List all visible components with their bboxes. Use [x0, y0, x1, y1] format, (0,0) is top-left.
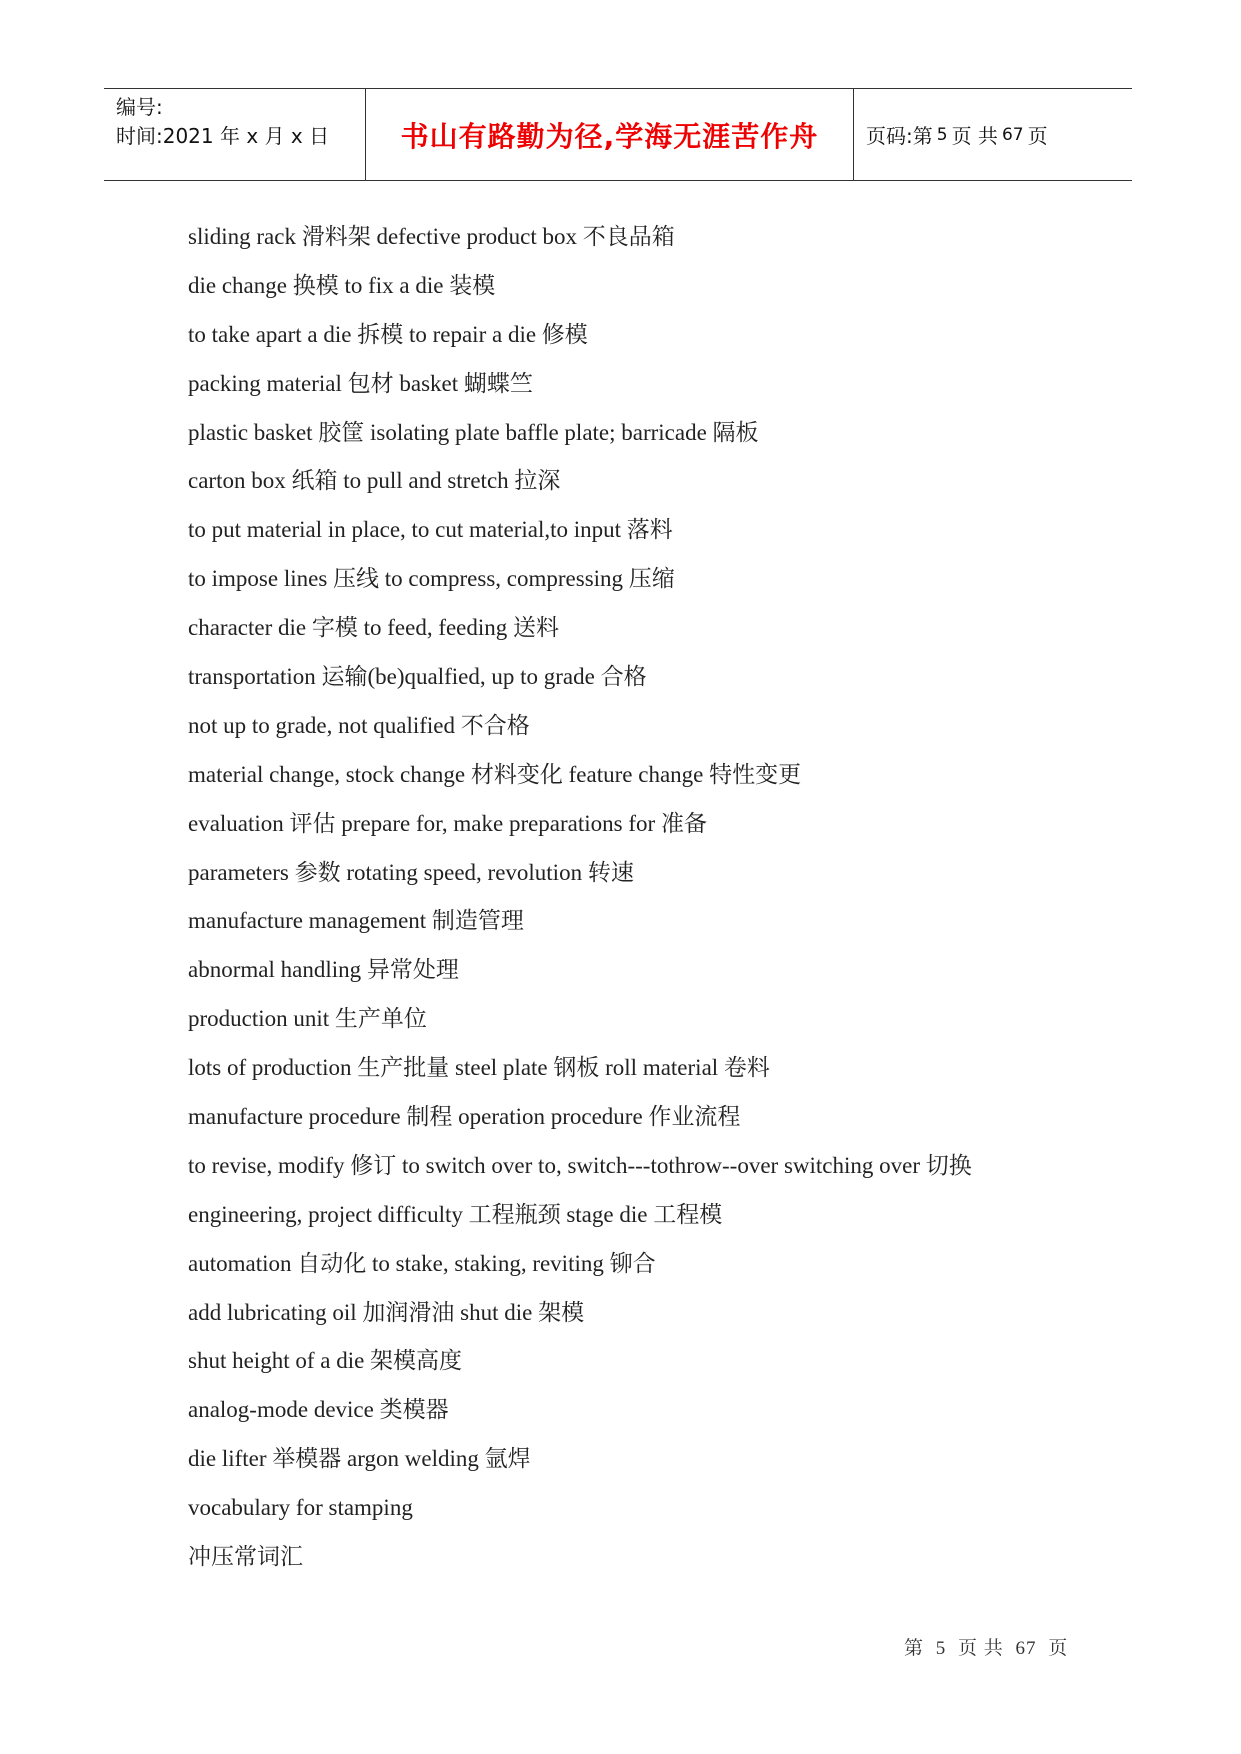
- footer-mid: 页 共: [958, 1638, 1004, 1659]
- vocabulary-line: add lubricating oil 加润滑油 shut die 架模: [188, 1299, 585, 1325]
- vocabulary-line: shut height of a die 架模高度: [188, 1348, 463, 1374]
- vocabulary-line: evaluation 评估 prepare for, make preparations for 准备: [188, 810, 707, 836]
- vocabulary-line: abnormal handling 异常处理: [188, 957, 459, 983]
- vocabulary-line: manufacture management 制造管理: [188, 908, 524, 934]
- vocabulary-line: lots of production 生产批量 steel plate 钢板 roll material 卷料: [188, 1055, 770, 1081]
- vocabulary-line: carton box 纸箱 to pull and stretch 拉深: [188, 468, 561, 494]
- header-meta-cell: [104, 89, 366, 180]
- vocabulary-line: plastic basket 胶筐 isolating plate baffle plate; barricade 隔板: [188, 419, 759, 445]
- vocabulary-line: to impose lines 压线 to compress, compressing 压缩: [188, 566, 675, 592]
- vocabulary-line: 冲压常词汇: [188, 1544, 303, 1570]
- vocabulary-line: to take apart a die 拆模 to repair a die 修模: [188, 321, 588, 347]
- footer-suffix: 页: [1048, 1638, 1069, 1659]
- vocabulary-list: [188, 217, 1088, 1586]
- footer-current-page: 5: [935, 1638, 947, 1659]
- vocabulary-line: packing material 包材 basket 蝴蝶竺: [188, 370, 533, 396]
- document-number-label: 编号:: [116, 95, 163, 119]
- vocabulary-line: vocabulary for stamping: [188, 1495, 413, 1521]
- vocabulary-line: material change, stock change 材料变化 feature change 特性变更: [188, 761, 802, 787]
- vocabulary-line: die change 换模 to fix a die 装模: [188, 272, 496, 298]
- footer-total-pages: 67: [1015, 1638, 1037, 1659]
- document-time-label: 时间:2021 年 x 月 x 日: [116, 124, 330, 148]
- vocabulary-line: die lifter 举模器 argon welding 氩焊: [188, 1446, 531, 1472]
- vocabulary-line: sliding rack 滑料架 defective product box 不良品箱: [188, 224, 675, 249]
- page-code-current: 5: [936, 124, 948, 145]
- page-code-total: 67: [1001, 124, 1024, 145]
- vocabulary-line: transportation 运输(be)qualfied, up to grade 合格: [188, 664, 647, 690]
- vocabulary-line: character die 字模 to feed, feeding 送料: [188, 615, 560, 641]
- vocabulary-line: production unit 生产单位: [188, 1006, 427, 1032]
- vocabulary-line: not up to grade, not qualified 不合格: [188, 712, 530, 738]
- page-header: [104, 88, 1132, 181]
- vocabulary-line: analog-mode device 类模器: [188, 1397, 449, 1423]
- footer-prefix: 第: [904, 1638, 925, 1659]
- vocabulary-line: automation 自动化 to stake, staking, reviting 铆合: [188, 1250, 656, 1276]
- page-code-mid: 页 共: [951, 124, 998, 148]
- header-page-code: [854, 89, 1132, 180]
- vocabulary-line: manufacture procedure 制程 operation procedure 作业流程: [188, 1104, 741, 1130]
- vocabulary-line: parameters 参数 rotating speed, revolution 转速: [188, 859, 634, 885]
- page-code-suffix: 页: [1027, 124, 1048, 148]
- header-motto: 书山有路勤为径,学海无涯苦作舟: [366, 89, 854, 180]
- vocabulary-line: engineering, project difficulty 工程瓶颈 stage die 工程模: [188, 1201, 723, 1227]
- vocabulary-line: to revise, modify 修订 to switch over to, switch---tothrow--over switching over 切换: [188, 1152, 972, 1178]
- page-footer: [904, 1633, 1074, 1660]
- page-code-prefix: 页码:第: [866, 124, 933, 148]
- vocabulary-line: to put material in place, to cut material,to input 落料: [188, 517, 673, 543]
